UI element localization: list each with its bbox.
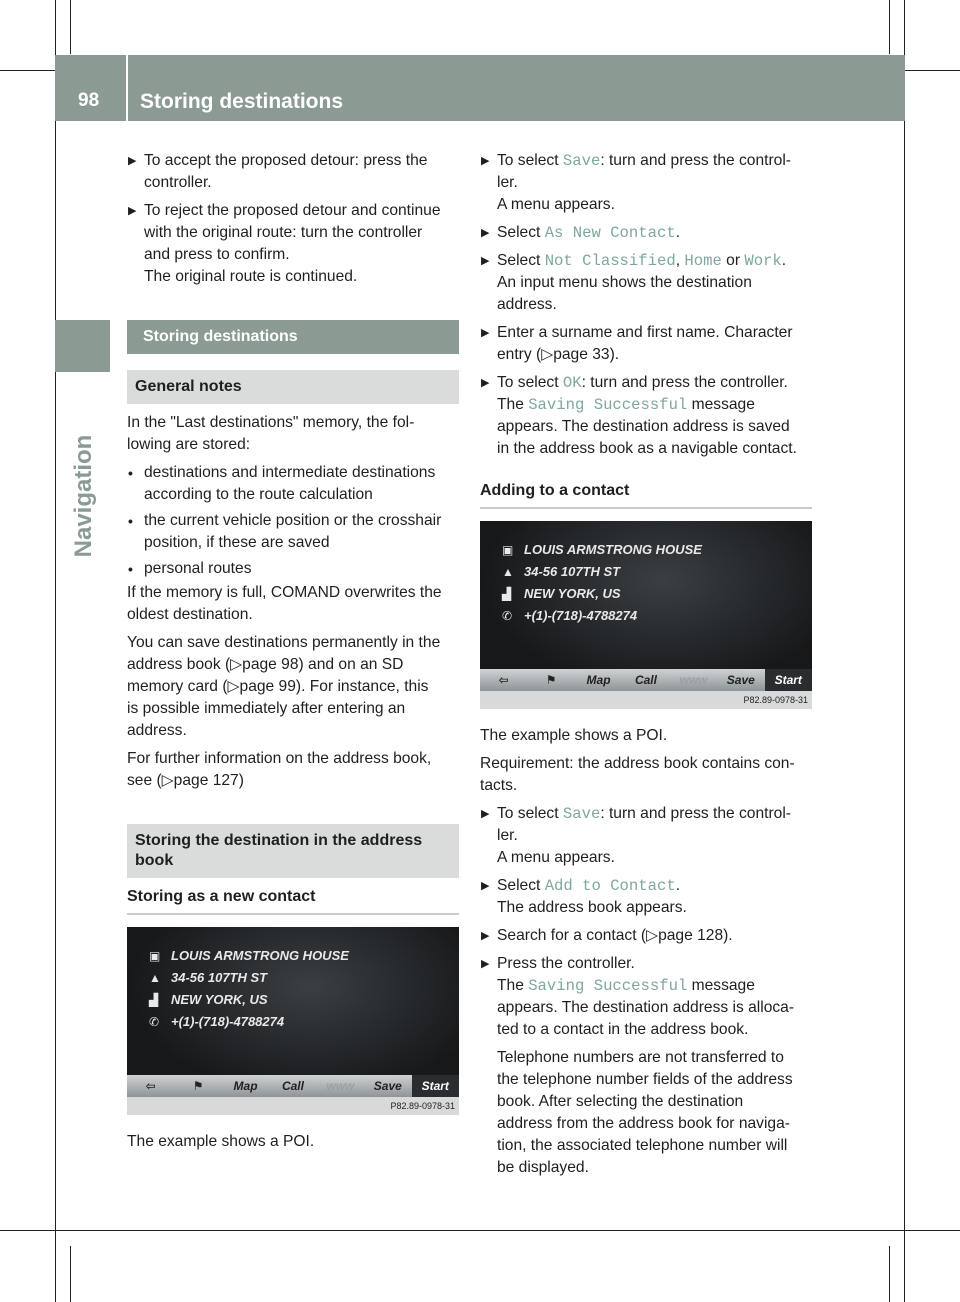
- start-menu-item: Start: [765, 669, 812, 691]
- map-menu-item: Map: [233, 1079, 258, 1093]
- step-arrow-icon: ▶: [481, 377, 490, 389]
- screen-row: ✆ +(1)-(718)-4788274: [502, 605, 637, 627]
- step-arrow-icon: ▶: [481, 958, 490, 970]
- page-ref-icon: ▷: [541, 346, 554, 363]
- call-menu-item: Call: [281, 1079, 304, 1093]
- step-item: ▶ Search for a contact (▷page 128).: [480, 925, 812, 947]
- side-tab-block: [55, 320, 110, 372]
- step-arrow-icon: ▶: [481, 155, 490, 167]
- poi-icon: ▣: [502, 543, 514, 557]
- screen-row: ▲ 34-56 107TH ST: [502, 561, 620, 583]
- page-number: 98: [78, 90, 100, 111]
- city-icon: ▟: [149, 993, 159, 1007]
- section-heading: Storing destinations: [127, 320, 459, 354]
- bullet-icon: •: [128, 465, 133, 481]
- left-column: [127, 150, 459, 1159]
- www-menu-item: www: [679, 673, 708, 687]
- crop-mark: [0, 1230, 960, 1231]
- screen-toolbar: [480, 669, 812, 691]
- crop-mark: [889, 0, 890, 54]
- paragraph: Requirement: the address book contains con- tacts.: [480, 755, 795, 794]
- step-arrow-icon: ▶: [481, 327, 490, 339]
- crop-mark: [889, 1246, 890, 1302]
- destination-icon: ⚑: [545, 673, 557, 687]
- comand-screenshot: [480, 521, 812, 709]
- step-item: ▶ Enter a surname and first name. Character entry (▷page 33).: [481, 324, 793, 363]
- city-icon: ▟: [502, 587, 512, 601]
- step-arrow-icon: ▶: [481, 880, 490, 892]
- right-column: [480, 150, 812, 1185]
- image-caption: The example shows a POI.: [127, 1133, 315, 1150]
- crop-mark: [55, 0, 56, 1302]
- subsection-heading: General notes: [127, 370, 459, 404]
- save-menu-item: Save: [373, 1079, 402, 1093]
- page-title: Storing destinations: [140, 90, 344, 113]
- crop-mark: [70, 1246, 71, 1302]
- subsection-heading: Storing the destination in the address book: [127, 824, 459, 878]
- image-caption: The example shows a POI.: [480, 727, 668, 744]
- step-item: ▶ To reject the proposed detour and continue with the original route: turn the controller and press to confirm. The original route is continued.: [128, 202, 441, 285]
- step-arrow-icon: ▶: [481, 227, 490, 239]
- step-item: ▶ To select Save: turn and press the control- ler. A menu appears.: [481, 152, 792, 213]
- step-arrow-icon: ▶: [481, 255, 490, 267]
- step-item: ▶ Press the controller. The Saving Successful message appears. The destination address is alloca- ted to a contact in the address book.: [481, 955, 795, 1038]
- start-menu-item: Start: [412, 1075, 459, 1097]
- paragraph: In the "Last destinations" memory, the fol- lowing are stored:: [127, 414, 415, 453]
- bullet-icon: •: [128, 561, 133, 577]
- street-icon: ▲: [149, 971, 161, 985]
- www-menu-item: www: [326, 1079, 355, 1093]
- destination-icon: ⚑: [192, 1079, 204, 1093]
- page-ref-icon: ▷: [230, 656, 243, 673]
- comand-screenshot: [127, 927, 459, 1115]
- poi-icon: ▣: [149, 949, 161, 963]
- call-menu-item: Call: [634, 673, 657, 687]
- step-item: ▶ To select Save: turn and press the control- ler. A menu appears.: [481, 805, 792, 866]
- paragraph: For further information on the address book, see (▷page 127): [127, 750, 432, 789]
- side-tab-label: Navigation: [70, 434, 97, 558]
- bullet-icon: •: [128, 513, 133, 529]
- paragraph: If the memory is full, COMAND overwrites the oldest destination.: [127, 584, 442, 623]
- step-item: ▶ Select Add to Contact. The address book appears.: [481, 877, 687, 916]
- screen-display: [480, 521, 812, 691]
- bullet-item: • the current vehicle position or the crosshair position, if these are saved: [128, 512, 442, 551]
- step-item: ▶ To select OK: turn and press the controller. The Saving Successful message appears. The destination address is saved in the address book as a navigable contact.: [481, 374, 797, 457]
- save-menu-item: Save: [726, 673, 755, 687]
- step-arrow-icon: ▶: [128, 155, 137, 167]
- step-item: ▶ Select As New Contact.: [481, 224, 681, 242]
- page-ref-icon: ▷: [227, 678, 240, 695]
- step-arrow-icon: ▶: [128, 205, 137, 217]
- paragraph: Telephone numbers are not transferred to the telephone number fields of the address book. After selecting the destination address from the address book for naviga- tion, the associated telephone number will be displayed.: [497, 1049, 793, 1176]
- screen-row: ✆ +(1)-(718)-4788274: [149, 1011, 284, 1033]
- back-icon: ⇦: [145, 1079, 156, 1093]
- screen-row: ▟ NEW YORK, US: [502, 583, 621, 605]
- step-item: ▶ To accept the proposed detour: press the controller.: [128, 152, 428, 191]
- header-divider: [126, 55, 128, 121]
- step-arrow-icon: ▶: [481, 930, 490, 942]
- map-menu-item: Map: [586, 673, 611, 687]
- screen-toolbar: [127, 1075, 459, 1097]
- image-code: P82.89-0978-31: [390, 1101, 455, 1111]
- step-arrow-icon: ▶: [481, 808, 490, 820]
- screen-row: ▣ LOUIS ARMSTRONG HOUSE: [149, 945, 349, 967]
- phone-icon: ✆: [149, 1015, 160, 1029]
- page-ref-icon: ▷: [161, 772, 174, 789]
- crop-mark: [70, 0, 71, 54]
- paragraph: You can save destinations permanently in the address book (▷page 98) and on an SD memory card (▷page 99). For instance, this is possible immediately after entering an address.: [127, 634, 441, 739]
- crop-mark: [904, 0, 905, 1302]
- bullet-item: • destinations and intermediate destinations according to the route calculation: [128, 464, 436, 503]
- screen-row: ▟ NEW YORK, US: [149, 989, 268, 1011]
- screen-display: [127, 927, 459, 1097]
- back-icon: ⇦: [498, 673, 509, 687]
- screen-row: ▣ LOUIS ARMSTRONG HOUSE: [502, 539, 702, 561]
- step-item: ▶ Select Not Classified, Home or Work. An input menu shows the destination address.: [481, 252, 787, 313]
- page-ref-icon: ▷: [646, 927, 659, 944]
- street-icon: ▲: [502, 565, 514, 579]
- phone-icon: ✆: [502, 609, 513, 623]
- image-code: P82.89-0978-31: [743, 695, 808, 705]
- sub-heading: Adding to a contact: [480, 480, 812, 509]
- sub-heading: Storing as a new contact: [127, 886, 459, 915]
- bullet-item: • personal routes: [127, 558, 459, 580]
- screen-row: ▲ 34-56 107TH ST: [149, 967, 267, 989]
